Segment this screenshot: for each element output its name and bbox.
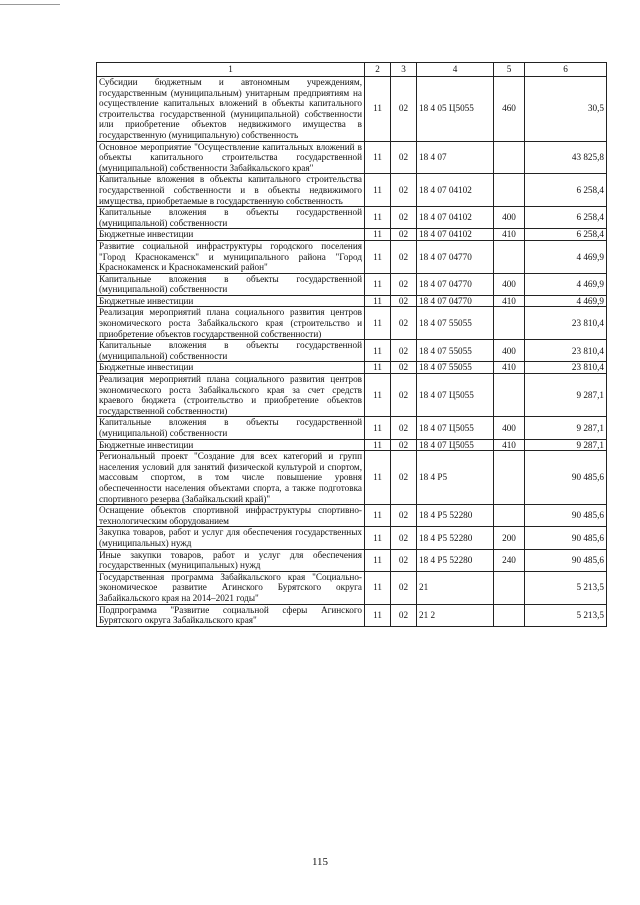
row-expense-type: 410	[494, 439, 525, 451]
header-row	[97, 63, 607, 77]
row-expense-type: 410	[494, 362, 525, 374]
row-section: 11	[365, 451, 391, 505]
row-target-code: 18 4 07 04102	[417, 174, 494, 207]
column-header: 4	[417, 63, 494, 77]
page-number: 115	[311, 856, 329, 868]
row-amount: 23 810,4	[525, 307, 607, 340]
row-section: 11	[365, 307, 391, 340]
row-expense-type	[494, 174, 525, 207]
row-name: Реализация мероприятий плана социального развития центров экономического роста Забайкальского края (строительство и приобретение объектов государственной собственности)	[97, 307, 365, 340]
row-amount: 5 213,5	[525, 571, 607, 604]
row-expense-type: 400	[494, 340, 525, 362]
row-target-code: 18 4 07 04102	[417, 229, 494, 241]
row-expense-type	[494, 505, 525, 527]
table-row	[97, 374, 607, 417]
row-target-code: 21 2	[417, 604, 494, 626]
row-target-code: 18 4 P5	[417, 451, 494, 505]
row-amount: 9 287,1	[525, 439, 607, 451]
row-expense-type	[494, 240, 525, 273]
row-section: 11	[365, 417, 391, 439]
row-expense-type: 460	[494, 77, 525, 142]
table-row	[97, 362, 607, 374]
row-expense-type	[494, 604, 525, 626]
row-subsection: 02	[391, 240, 417, 273]
row-section: 11	[365, 340, 391, 362]
row-name: Бюджетные инвестиции	[97, 295, 365, 307]
row-expense-type	[494, 374, 525, 417]
row-name: Капитальные вложения в объекты государственной (муниципальной) собственности	[97, 340, 365, 362]
row-section: 11	[365, 549, 391, 571]
row-amount: 43 825,8	[525, 141, 607, 174]
table-row	[97, 174, 607, 207]
row-subsection: 02	[391, 571, 417, 604]
row-name: Субсидии бюджетным и автономным учреждениям, государственным (муниципальным) унитарным предприятиям на осуществление капитальных вложений в объекты капитального строительства государственной (муниципальной) собственности или приобретение объектов недвижимого имущества в государственную (муниципальную) собственность	[97, 77, 365, 142]
row-subsection: 02	[391, 174, 417, 207]
row-name: Закупка товаров, работ и услуг для обеспечения государственных (муниципальных) нужд	[97, 527, 365, 549]
row-name: Региональный проект "Создание для всех категорий и групп населения условий для занятий физической культурой и спортом, массовым спортом, в том числе повышение уровня обеспеченности населения объектами спорта, а также подготовка спортивного резерва (Забайкальский край)"	[97, 451, 365, 505]
table-body	[97, 77, 607, 627]
table-row	[97, 141, 607, 174]
row-expense-type: 200	[494, 527, 525, 549]
row-expense-type	[494, 141, 525, 174]
row-section: 11	[365, 604, 391, 626]
table-row	[97, 229, 607, 241]
top-rule	[0, 4, 60, 5]
row-amount: 90 485,6	[525, 505, 607, 527]
row-section: 11	[365, 374, 391, 417]
row-amount: 4 469,9	[525, 240, 607, 273]
row-section: 11	[365, 527, 391, 549]
column-header: 3	[391, 63, 417, 77]
column-header: 2	[365, 63, 391, 77]
row-name: Оснащение объектов спортивной инфраструктуры спортивно-технологическим оборудованием	[97, 505, 365, 527]
row-amount: 90 485,6	[525, 549, 607, 571]
row-subsection: 02	[391, 229, 417, 241]
row-section: 11	[365, 229, 391, 241]
row-target-code: 18 4 07 55055	[417, 362, 494, 374]
row-amount: 6 258,4	[525, 229, 607, 241]
table-row	[97, 207, 607, 229]
row-target-code: 18 4 07 Ц5055	[417, 439, 494, 451]
row-subsection: 02	[391, 451, 417, 505]
row-section: 11	[365, 207, 391, 229]
row-name: Капитальные вложения в объекты государственной (муниципальной) собственности	[97, 273, 365, 295]
row-target-code: 18 4 07 55055	[417, 307, 494, 340]
row-subsection: 02	[391, 604, 417, 626]
row-target-code: 18 4 07 04770	[417, 273, 494, 295]
table-row	[97, 340, 607, 362]
row-name: Капитальные вложения в объекты государственной (муниципальной) собственности	[97, 417, 365, 439]
row-amount: 4 469,9	[525, 295, 607, 307]
row-section: 11	[365, 505, 391, 527]
row-amount: 90 485,6	[525, 527, 607, 549]
row-target-code: 18 4 07 Ц5055	[417, 417, 494, 439]
row-name: Бюджетные инвестиции	[97, 229, 365, 241]
row-section: 11	[365, 273, 391, 295]
row-amount: 23 810,4	[525, 362, 607, 374]
table-row	[97, 505, 607, 527]
budget-table	[96, 62, 607, 627]
row-amount: 6 258,4	[525, 174, 607, 207]
row-subsection: 02	[391, 417, 417, 439]
row-expense-type: 410	[494, 229, 525, 241]
table-row	[97, 604, 607, 626]
column-header: 6	[525, 63, 607, 77]
row-section: 11	[365, 362, 391, 374]
row-amount: 23 810,4	[525, 340, 607, 362]
row-target-code: 18 4 07 04770	[417, 295, 494, 307]
row-expense-type	[494, 307, 525, 340]
row-section: 11	[365, 141, 391, 174]
table-row	[97, 417, 607, 439]
row-section: 11	[365, 295, 391, 307]
table-row	[97, 307, 607, 340]
row-name: Капитальные вложения в объекты капитального строительства государственной собственности и в объекты недвижимого имущества, приобретаемые в государственную собственность	[97, 174, 365, 207]
row-subsection: 02	[391, 141, 417, 174]
row-expense-type	[494, 451, 525, 505]
row-amount: 9 287,1	[525, 417, 607, 439]
row-amount: 4 469,9	[525, 273, 607, 295]
row-target-code: 18 4 05 Ц5055	[417, 77, 494, 142]
table-row	[97, 549, 607, 571]
row-subsection: 02	[391, 549, 417, 571]
row-expense-type: 410	[494, 295, 525, 307]
table-row	[97, 571, 607, 604]
table-row	[97, 273, 607, 295]
row-section: 11	[365, 174, 391, 207]
row-amount: 30,5	[525, 77, 607, 142]
row-amount: 9 287,1	[525, 374, 607, 417]
table-row	[97, 240, 607, 273]
row-name: Иные закупки товаров, работ и услуг для обеспечения государственных (муниципальных) нужд	[97, 549, 365, 571]
table-row	[97, 439, 607, 451]
row-name: Государственная программа Забайкальского края "Социально-экономическое развитие Агинского Бурятского округа Забайкальского края на 2014–2021 годы"	[97, 571, 365, 604]
row-subsection: 02	[391, 207, 417, 229]
row-subsection: 02	[391, 362, 417, 374]
row-expense-type: 400	[494, 273, 525, 295]
row-expense-type: 240	[494, 549, 525, 571]
row-subsection: 02	[391, 295, 417, 307]
row-name: Развитие социальной инфраструктуры городского поселения "Город Краснокаменск" и муниципального района "Город Краснокаменск и Краснокаменский район"	[97, 240, 365, 273]
row-section: 11	[365, 439, 391, 451]
row-expense-type	[494, 571, 525, 604]
row-amount: 90 485,6	[525, 451, 607, 505]
row-target-code: 18 4 07 04102	[417, 207, 494, 229]
row-section: 11	[365, 571, 391, 604]
table-row	[97, 527, 607, 549]
row-amount: 6 258,4	[525, 207, 607, 229]
row-subsection: 02	[391, 307, 417, 340]
row-target-code: 18 4 07	[417, 141, 494, 174]
row-section: 11	[365, 77, 391, 142]
row-expense-type: 400	[494, 207, 525, 229]
row-target-code: 18 4 P5 52280	[417, 527, 494, 549]
table-row	[97, 77, 607, 142]
row-amount: 5 213,5	[525, 604, 607, 626]
column-header: 5	[494, 63, 525, 77]
table-row	[97, 295, 607, 307]
row-subsection: 02	[391, 527, 417, 549]
row-target-code: 18 4 P5 52280	[417, 505, 494, 527]
row-name: Реализация мероприятий плана социального развития центров экономического роста Забайкальского края за счет средств краевого бюджета (строительство и приобретение объектов государственной собственности)	[97, 374, 365, 417]
row-target-code: 18 4 P5 52280	[417, 549, 494, 571]
row-expense-type: 400	[494, 417, 525, 439]
row-name: Бюджетные инвестиции	[97, 439, 365, 451]
row-name: Капитальные вложения в объекты государственной (муниципальной) собственности	[97, 207, 365, 229]
row-subsection: 02	[391, 439, 417, 451]
row-target-code: 18 4 07 55055	[417, 340, 494, 362]
row-subsection: 02	[391, 374, 417, 417]
row-subsection: 02	[391, 77, 417, 142]
row-name: Бюджетные инвестиции	[97, 362, 365, 374]
row-subsection: 02	[391, 505, 417, 527]
row-subsection: 02	[391, 273, 417, 295]
row-name: Основное мероприятие "Осуществление капитальных вложений в объекты капитального строительства государственной (муниципальной) собственности Забайкальского края"	[97, 141, 365, 174]
row-section: 11	[365, 240, 391, 273]
row-target-code: 18 4 07 Ц5055	[417, 374, 494, 417]
row-target-code: 18 4 07 04770	[417, 240, 494, 273]
row-name: Подпрограмма "Развитие социальной сферы Агинского Бурятского округа Забайкальского края"	[97, 604, 365, 626]
table-row	[97, 451, 607, 505]
column-header: 1	[97, 63, 365, 77]
row-subsection: 02	[391, 340, 417, 362]
row-target-code: 21	[417, 571, 494, 604]
